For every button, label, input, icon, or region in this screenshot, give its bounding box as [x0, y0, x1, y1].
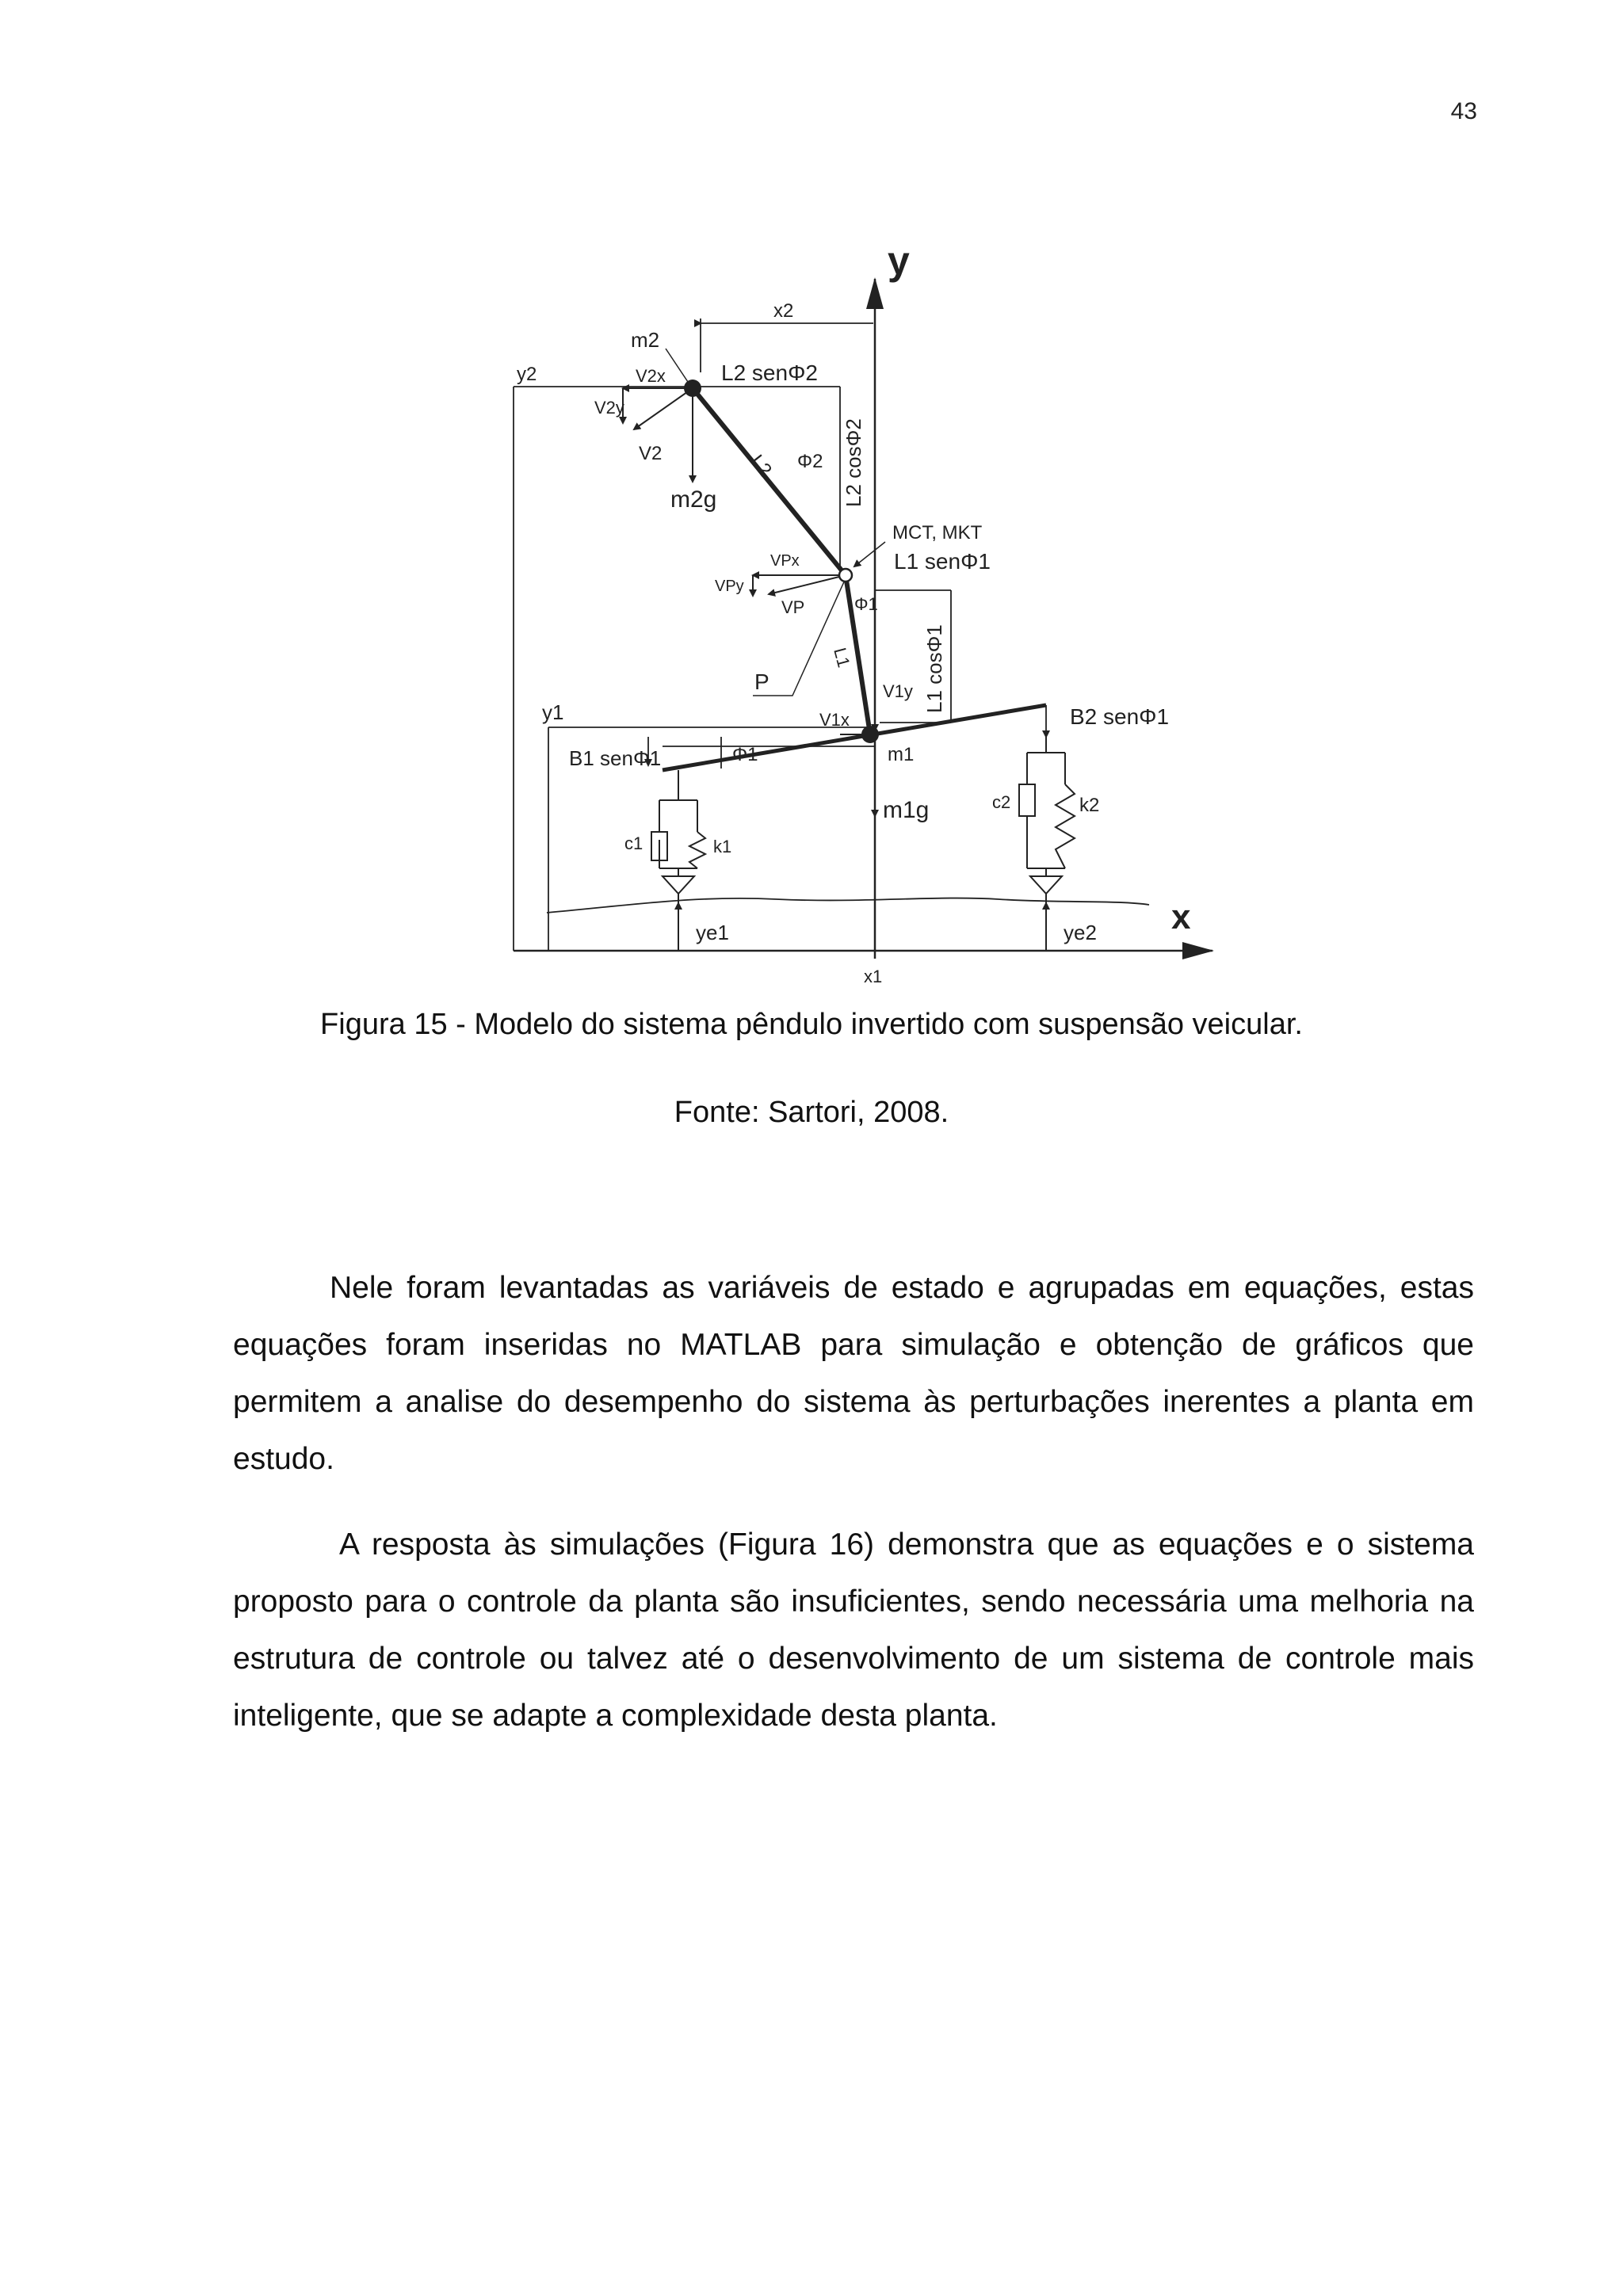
label-l2-cos: L2 cosΦ2 [842, 418, 865, 507]
label-phi2: Φ2 [797, 451, 823, 472]
paragraph-1: Nele foram levantadas as variáveis de estado e agrupadas em equações, estas equações foram inseridas no MATLAB para simulação e obtenção de gráficos que permitem a analise do desempenho do sistema às perturbações inerentes a planta em estudo. [233, 1271, 1474, 1476]
pivot-p [839, 569, 852, 582]
label-v2: V2 [639, 443, 663, 464]
label-m1: m1 [888, 744, 915, 765]
label-c2: c2 [992, 792, 1011, 812]
spring-k1 [689, 832, 705, 868]
paragraph-2: A resposta às simulações (Figura 16) demonstra que as equações e o sistema proposto para o controle da planta são insuficientes, sendo necessária uma melhoria na estrutura de controle ou talvez até o desenvolvimento de um sistema de controle mais inteligente, que se adapte a complexidade desta planta. [233, 1527, 1474, 1733]
label-vpy: VPy [715, 578, 744, 595]
figure-source: Fonte: Sartori, 2008. [674, 1096, 949, 1129]
label-m2: m2 [631, 328, 660, 352]
label-b2-sen: B2 senΦ1 [1070, 704, 1170, 729]
label-l1: L1 [830, 645, 854, 669]
label-mct-mkt: MCT, MKT [892, 522, 983, 543]
label-l2-sen: L2 senΦ2 [721, 360, 818, 385]
label-x2: x2 [773, 300, 794, 322]
label-axis-y: y [888, 238, 910, 283]
label-axis-x: x [1171, 898, 1191, 936]
figure-caption: Figura 15 - Modelo do sistema pêndulo invertido com suspensão veicular. [320, 1008, 1303, 1041]
label-ye2: ye2 [1064, 921, 1097, 944]
label-ye1: ye1 [696, 921, 729, 944]
label-l1-cos: L1 cosΦ1 [922, 624, 946, 713]
pendulum-link-l2 [693, 388, 846, 575]
label-y2: y2 [517, 364, 537, 385]
mass-m1 [861, 726, 879, 743]
label-c1: c1 [624, 833, 643, 853]
spring-k2 [1056, 784, 1075, 868]
label-k1: k1 [713, 837, 732, 856]
label-v1x: V1x [819, 710, 850, 730]
road-profile [547, 898, 1149, 913]
label-m2g: m2g [670, 486, 717, 513]
label-p: P [754, 669, 769, 694]
pendulum-suspension-diagram [491, 230, 1220, 990]
label-v1y: V1y [883, 681, 913, 701]
label-vp: VP [781, 597, 805, 617]
label-phi1-top: Φ1 [854, 594, 878, 614]
label-m1g: m1g [883, 797, 930, 823]
diagram-svg [491, 230, 1220, 990]
label-l1-sen: L1 senΦ1 [894, 549, 991, 574]
label-vpx: VPx [770, 552, 800, 570]
label-b1-sen: B1 senΦ1 [569, 746, 662, 770]
label-y1: y1 [542, 700, 564, 724]
vehicle-body-bar [663, 705, 1046, 770]
label-v2y: V2y [594, 398, 624, 418]
damper-c2 [1019, 784, 1035, 816]
label-l2: L2 [746, 451, 776, 481]
label-v2x: V2x [636, 366, 666, 386]
label-x1: x1 [864, 967, 883, 986]
page-number: 43 [1450, 98, 1477, 124]
label-k2: k2 [1079, 795, 1100, 816]
label-phi1-low: Φ1 [732, 744, 758, 765]
mass-m2 [684, 379, 701, 397]
